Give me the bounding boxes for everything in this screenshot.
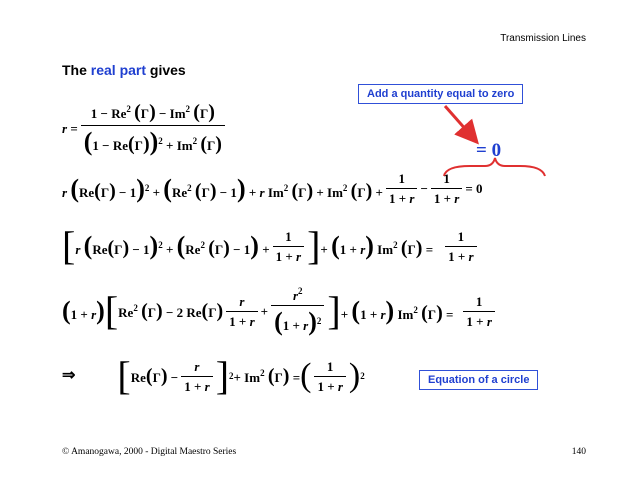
equation-3: [ r $(Re(\Gamma) - 1)^2 + (Re^2$ (Γ) − 1) + $\frac{1}{1 + r}$ ] + (1 + r) Im$^2$ (Γ) = $\frac{1}{1 + r}$ xyxy=(62,228,480,264)
equals-zero-label: = 0 xyxy=(476,140,502,161)
equation-2: r $(Re(\Gamma) - 1)^2 + (Re^2$ (Γ) − 1) + r Im$^2$ $(\Gamma) + Im^2$ (Γ) + $\frac{1}{1 + r}$ − $\frac{1}{1 + r}$ = 0 xyxy=(62,171,483,206)
intro-text xyxy=(62,62,186,78)
callout-circle: Equation of a circle xyxy=(419,370,538,390)
intro-suffix: gives xyxy=(146,62,186,78)
footer-copyright: © Amanogawa, 2000 - Digital Maestro Series xyxy=(62,447,237,457)
equation-4: (1 + r) [ Re$^2$ (Γ) − 2 Re(Γ) $\frac{r}{1 + r}$ + $\frac{r^2}{(1 + r)^2}$ ] + (1 + r) Im$^2$ (Γ) = $\frac{1}{1 + r}$ xyxy=(62,287,498,335)
equation-5: ⇒ [ Re(Γ) − $\frac{r}{1 + r}$ ] 2 + $Im^2$ (Γ) = ( $\frac{1}{1 + r}$ ) 2 xyxy=(62,353,365,398)
intro-highlight: real part xyxy=(90,62,147,78)
page-number: 140 xyxy=(571,447,586,457)
intro-prefix: The xyxy=(62,62,91,78)
callout-arrow xyxy=(445,106,475,140)
callout-add-zero: Add a quantity equal to zero xyxy=(358,84,523,104)
header-title: Transmission Lines xyxy=(500,33,586,44)
equation-1: r = $\frac{1 - Re^2 (\Gamma) - Im^2 (\Gamma)}{(1 - Re(\Gamma))^2 + Im^2 (\Gamma)}$ xyxy=(62,102,228,155)
